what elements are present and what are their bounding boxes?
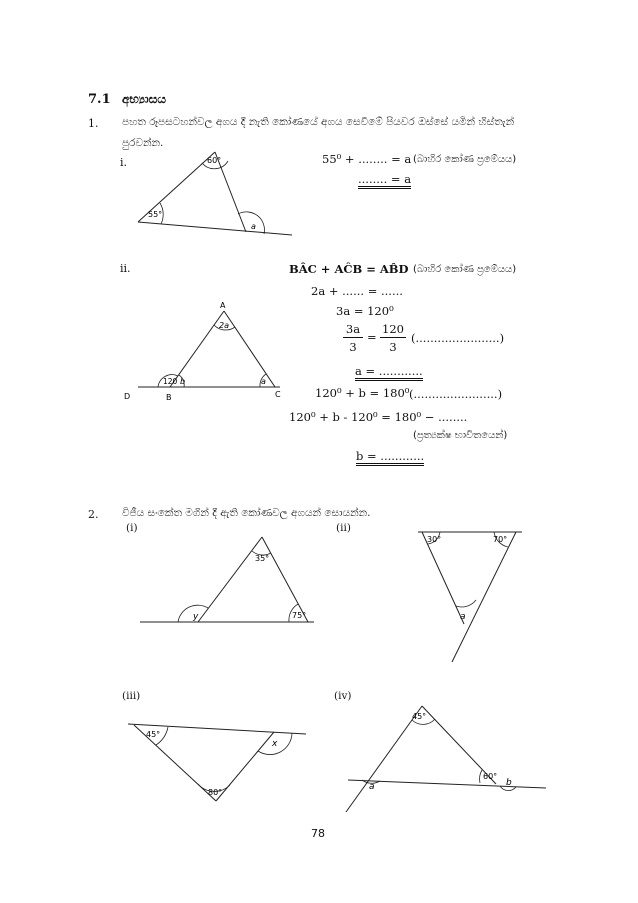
angle-label-55: 55° — [148, 210, 163, 219]
q1-part-i-label: i. — [120, 156, 128, 169]
q2-fig-iv-label: (iv) — [334, 690, 352, 702]
page-number: 78 — [311, 827, 325, 840]
q1-ii-eq3: 3a = 120⁰ — [336, 304, 394, 318]
figure-q2-i — [138, 534, 318, 626]
q1-ii-eq1: BÂC + AĈB = AB̂D — [289, 262, 409, 276]
angle-label-35: 35° — [255, 554, 270, 563]
angle-label-y: y — [193, 612, 199, 622]
q1-ii-eq7: 120⁰ + b - 120⁰ = 180⁰ − ........ — [289, 410, 468, 424]
q1-ii-eq2: 2a + ...... = ...... — [311, 284, 403, 298]
figure-i-triangle — [130, 148, 300, 238]
figure-ii-triangle — [120, 298, 300, 406]
equals-sign: = — [367, 330, 377, 344]
q1-ii-eq5: a = ............ — [355, 364, 423, 381]
figure-q2-iii — [126, 706, 308, 804]
q1-part-ii-label: ii. — [120, 262, 131, 275]
q1-number: 1. — [88, 117, 99, 130]
angle-label-60: 60° — [207, 156, 222, 165]
q1-ii-frac-den-right: 3 — [389, 340, 397, 354]
angle-label-70: 70° — [493, 535, 508, 544]
q1-ii-frac-num-right: 120 — [382, 322, 404, 336]
angle-label-30: 30° — [427, 535, 442, 544]
q1-ii-frac-den-left: 3 — [349, 340, 357, 354]
q1-text-line1: පහත රූපසටහන්වල අගය දී නැති කෝණයේ අගය සෙවීමේ පියවර ඔස්සේ යමින් හිස්තැන් — [122, 116, 515, 128]
section-title: අභ්‍යාසය — [122, 92, 167, 106]
fraction-bar-left — [343, 337, 363, 338]
q2-fig-ii-label: (ii) — [336, 522, 351, 534]
q1-ii-eq1-note: (බාහිර කෝණ ප්‍රමේයය) — [413, 264, 517, 275]
angle-label-a: a — [251, 222, 256, 231]
angle-label-a-ii: a — [261, 377, 266, 386]
q1-ii-frac-num-left: 3a — [345, 322, 361, 336]
vertex-d: D — [124, 392, 131, 401]
angle-label-75: 75° — [292, 611, 307, 620]
angle-label-80: 80° — [208, 788, 223, 797]
q1-i-eq1-note: (බාහිර කෝණ ප්‍රමේයය) — [413, 154, 517, 165]
angle-label-a-iv: a — [369, 782, 375, 792]
angle-label-x: x — [272, 739, 278, 749]
q1-ii-eq6-note: (.......................) — [409, 387, 503, 401]
q1-i-eq1: 55⁰ + ........ = a — [322, 152, 412, 166]
q2-fig-iii-label: (iii) — [122, 690, 141, 702]
q1-ii-eq8: b = ............ — [356, 449, 424, 466]
q2-fig-i-label: (i) — [126, 522, 138, 534]
angle-label-120: 120 — [163, 377, 178, 386]
figure-q2-ii — [412, 522, 527, 666]
fraction-bar-right — [380, 337, 406, 338]
angle-label-2a: 2a — [219, 321, 229, 330]
angle-label-45: 45° — [146, 730, 161, 739]
figure-q2-iv — [340, 700, 552, 818]
q2-text: විජීය සංකේත මගින් දී ඇති කෝණවල අගයන් සොයන්න. — [122, 507, 371, 519]
vertex-c: C — [275, 390, 281, 399]
q2-number: 2. — [88, 508, 99, 521]
q1-ii-eq4-note: (.......................) — [411, 331, 505, 345]
q1-text-line2: පුරවන්න. — [122, 137, 164, 149]
angle-label-60-iv: 60° — [483, 772, 498, 781]
angle-label-45-iv: 45° — [412, 712, 427, 721]
section-number: 7.1 — [88, 92, 111, 107]
angle-label-a-q2: a — [460, 612, 466, 622]
q1-ii-eq6: 120⁰ + b = 180⁰ — [315, 386, 410, 400]
vertex-b: B — [166, 393, 172, 402]
q1-i-eq2: ........ = a — [358, 172, 411, 189]
angle-label-b-iv: b — [506, 778, 512, 788]
angle-label-b: b — [180, 377, 186, 386]
q1-ii-eq7-note: (ප්‍රත්‍යක්ෂ භාවිතයෙන්) — [413, 430, 508, 441]
vertex-a: A — [220, 301, 226, 310]
